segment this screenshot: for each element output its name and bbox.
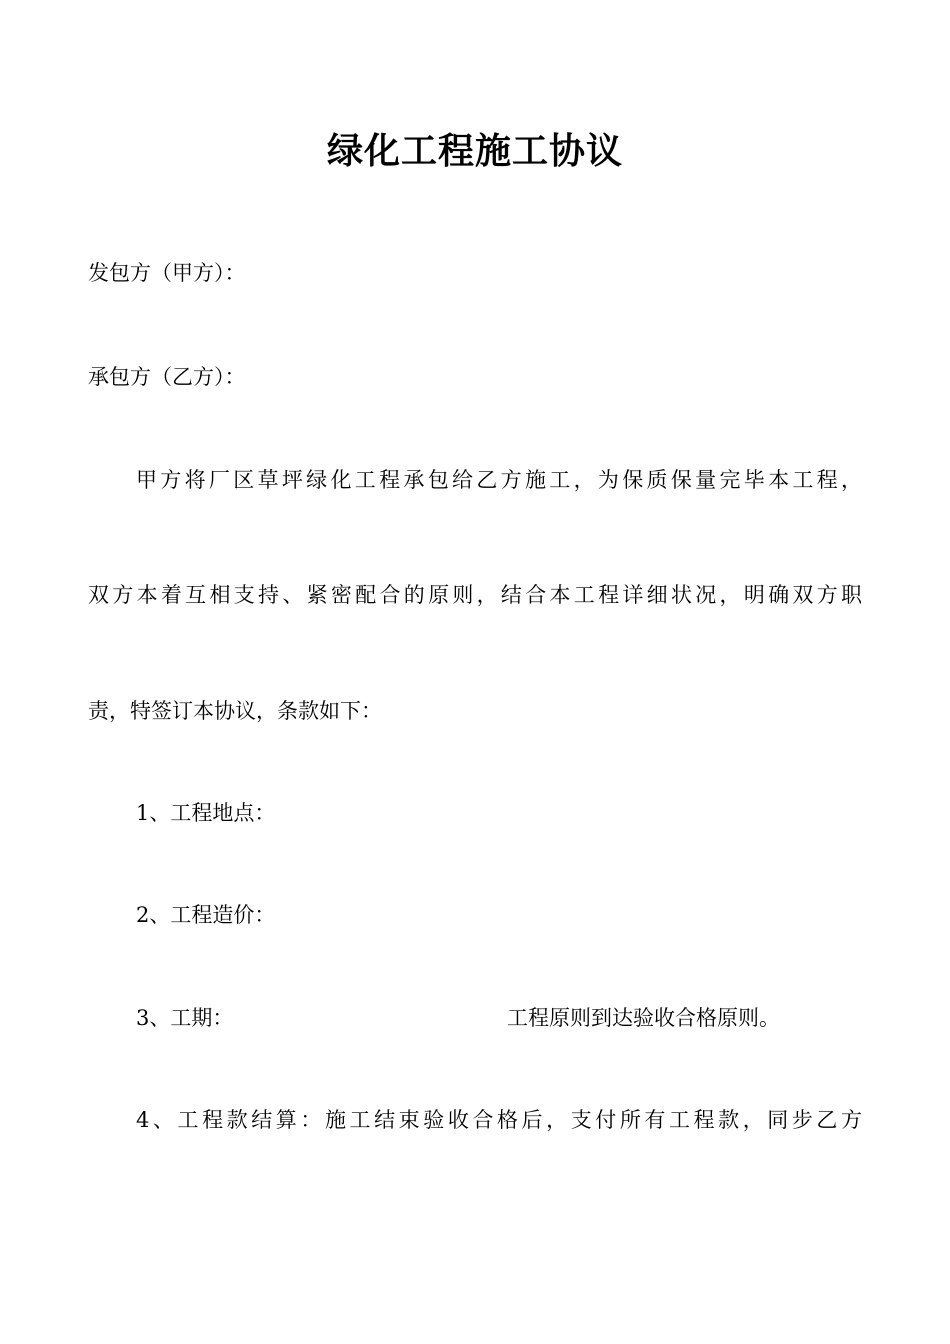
party-a-label: 发包方（甲方）： [88,261,246,285]
clause-1-location: 1、工程地点： [136,801,276,825]
clause-3-duration-standard: 工程原则到达验收合格原则。 [507,1006,780,1030]
intro-line-1: 甲方将厂区草坪绿化工程承包给乙方施工，为保质保量完毕本工程， [136,468,862,492]
clause-3-duration-label: 3、工期： [136,1006,234,1030]
clause-2-cost: 2、工程造价： [136,903,276,927]
intro-line-2: 双方本着互相支持、紧密配合的原则，结合本工程详细状况，明确双方职 [88,583,862,607]
document-title: 绿化工程施工协议 [326,131,623,172]
intro-line-3: 责，特签订本协议，条款如下： [88,699,382,723]
party-b-label: 承包方（乙方）： [88,365,246,389]
clause-4-settlement: 4、工程款结算：施工结束验收合格后，支付所有工程款，同步乙方 [136,1108,862,1132]
